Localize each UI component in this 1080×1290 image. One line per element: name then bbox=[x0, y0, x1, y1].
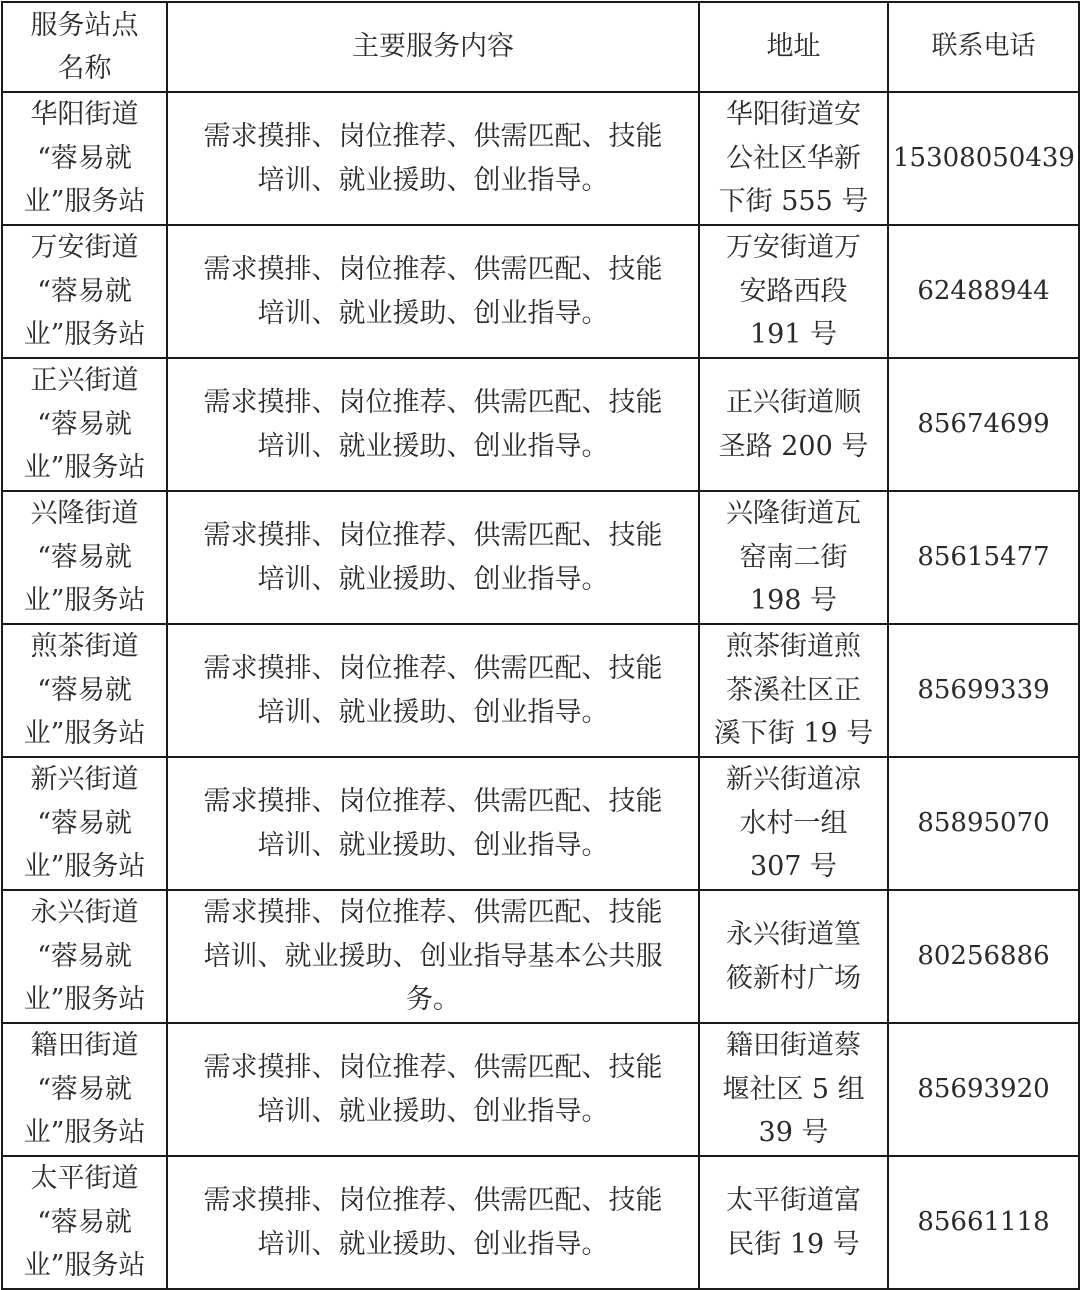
address-cell-line: 民街 19 号 bbox=[727, 1228, 860, 1260]
station-name-cell-line: “蓉易就 bbox=[37, 1073, 132, 1105]
address-cell-line: 307 号 bbox=[749, 851, 838, 883]
address-cell-line: 安路西段 bbox=[739, 275, 848, 307]
table-row bbox=[2, 225, 1079, 358]
service-content-cell bbox=[167, 624, 699, 757]
service-content-cell bbox=[167, 890, 699, 1023]
table-row bbox=[2, 92, 1079, 225]
service-content-cell-line: 培训、就业援助、创业指导。 bbox=[257, 430, 609, 462]
phone-cell: 85615477 bbox=[888, 491, 1079, 624]
address-cell-line: 华阳街道安 bbox=[726, 99, 861, 131]
station-name-cell bbox=[2, 1023, 167, 1156]
address-cell bbox=[699, 1023, 888, 1156]
address-cell-line: 正兴街道顺 bbox=[726, 387, 861, 418]
address-cell-line: 窑南二街 bbox=[739, 541, 848, 573]
phone-cell: 85693920 bbox=[888, 1023, 1079, 1156]
table-row bbox=[2, 890, 1079, 1023]
station-name-cell bbox=[2, 624, 167, 757]
address-cell-line: 万安街道万 bbox=[726, 232, 861, 264]
address-cell bbox=[699, 624, 888, 757]
station-name-cell-line: 华阳街道 bbox=[30, 99, 139, 131]
phone-cell: 85699339 bbox=[888, 624, 1079, 757]
service-station-table bbox=[1, 1, 1080, 1290]
address-cell bbox=[699, 757, 888, 890]
address-cell-line: 筱新村广场 bbox=[726, 962, 861, 994]
header-station-name-line: 服务站点 bbox=[30, 9, 139, 41]
address-cell-line: 新兴街道凉 bbox=[726, 764, 861, 796]
service-content-cell-line: 需求摸排、岗位推荐、供需匹配、技能 bbox=[203, 1185, 663, 1216]
address-cell-line: 191 号 bbox=[749, 319, 838, 351]
table-body bbox=[2, 2, 1079, 1289]
service-content-cell-line: 培训、就业援助、创业指导。 bbox=[257, 1228, 609, 1260]
station-name-cell bbox=[2, 92, 167, 225]
address-cell-line: 溪下街 19 号 bbox=[713, 718, 874, 750]
address-cell-line: 兴隆街道瓦 bbox=[726, 498, 861, 530]
station-name-cell bbox=[2, 358, 167, 491]
station-name-cell-line: 业”服务站 bbox=[23, 718, 146, 750]
table-row bbox=[2, 491, 1079, 624]
station-name-cell-line: 籍田街道 bbox=[30, 1030, 139, 1062]
station-name-cell-line: “蓉易就 bbox=[37, 674, 132, 706]
service-content-cell-line: 培训、就业援助、创业指导。 bbox=[257, 164, 609, 196]
service-content-cell bbox=[167, 225, 699, 358]
station-name-cell-line: “蓉易就 bbox=[37, 541, 132, 573]
station-name-cell-line: 新兴街道 bbox=[30, 764, 139, 796]
address-cell-line: 永兴街道篁 bbox=[726, 919, 861, 950]
station-name-cell-line: “蓉易就 bbox=[37, 408, 132, 440]
address-cell-line: 公社区华新 bbox=[726, 142, 861, 174]
service-content-cell-line: 需求摸排、岗位推荐、供需匹配、技能 bbox=[203, 121, 663, 152]
service-content-cell-line: 培训、就业援助、创业指导。 bbox=[257, 1095, 609, 1127]
station-name-cell-line: 万安街道 bbox=[30, 232, 139, 264]
service-content-cell-line: 培训、就业援助、创业指导。 bbox=[257, 297, 609, 329]
service-content-cell-line: 需求摸排、岗位推荐、供需匹配、技能 bbox=[203, 254, 663, 285]
station-name-cell-line: 业”服务站 bbox=[23, 452, 146, 484]
header-station-name-line: 名称 bbox=[57, 53, 112, 84]
service-content-cell-line: 培训、就业援助、创业指导基本公共服 bbox=[203, 940, 663, 972]
table-row bbox=[2, 1156, 1079, 1289]
station-name-cell-line: 业”服务站 bbox=[23, 1117, 146, 1149]
address-cell-line: 圣路 200 号 bbox=[718, 430, 869, 462]
address-cell-line: 茶溪社区正 bbox=[726, 674, 861, 706]
header-station-name bbox=[2, 2, 167, 92]
station-name-cell-line: 业”服务站 bbox=[23, 984, 146, 1016]
station-name-cell-line: “蓉易就 bbox=[37, 807, 132, 839]
header-address: 地址 bbox=[699, 2, 888, 92]
table-header-row bbox=[2, 2, 1079, 92]
station-name-cell-line: 太平街道 bbox=[30, 1163, 139, 1195]
header-service-content: 主要服务内容 bbox=[167, 2, 699, 92]
service-content-cell-line: 需求摸排、岗位推荐、供需匹配、技能 bbox=[203, 520, 663, 551]
address-cell bbox=[699, 890, 888, 1023]
station-name-cell bbox=[2, 890, 167, 1023]
address-cell bbox=[699, 225, 888, 358]
station-name-cell-line: “蓉易就 bbox=[37, 142, 132, 174]
address-cell-line: 煎茶街道煎 bbox=[726, 631, 861, 663]
station-name-cell bbox=[2, 757, 167, 890]
station-name-cell-line: 煎茶街道 bbox=[30, 631, 139, 663]
station-name-cell-line: 业”服务站 bbox=[23, 186, 146, 218]
station-name-cell-line: 正兴街道 bbox=[30, 365, 139, 397]
service-content-cell-line: 需求摸排、岗位推荐、供需匹配、技能 bbox=[203, 387, 663, 418]
phone-cell: 85895070 bbox=[888, 757, 1079, 890]
address-cell-line: 水村一组 bbox=[739, 807, 848, 839]
address-cell bbox=[699, 358, 888, 491]
address-cell-line: 太平街道富 bbox=[726, 1185, 861, 1216]
station-name-cell-line: 永兴街道 bbox=[30, 897, 139, 929]
service-content-cell-line: 培训、就业援助、创业指导。 bbox=[257, 563, 609, 595]
service-content-cell-line: 培训、就业援助、创业指导。 bbox=[257, 829, 609, 861]
service-content-cell bbox=[167, 358, 699, 491]
phone-cell: 15308050439 bbox=[888, 92, 1079, 225]
station-name-cell-line: 业”服务站 bbox=[23, 585, 146, 617]
service-content-cell-line: 需求摸排、岗位推荐、供需匹配、技能 bbox=[203, 653, 663, 684]
service-content-cell-line: 培训、就业援助、创业指导。 bbox=[257, 696, 609, 728]
address-cell-line: 39 号 bbox=[758, 1117, 829, 1149]
station-name-cell-line: “蓉易就 bbox=[37, 940, 132, 972]
service-content-cell bbox=[167, 1023, 699, 1156]
service-content-cell bbox=[167, 92, 699, 225]
station-name-cell bbox=[2, 225, 167, 358]
phone-cell: 80256886 bbox=[888, 890, 1079, 1023]
service-content-cell-line: 需求摸排、岗位推荐、供需匹配、技能 bbox=[203, 897, 663, 929]
address-cell-line: 198 号 bbox=[749, 585, 838, 617]
address-cell-line: 籍田街道蔡 bbox=[726, 1030, 861, 1062]
table-row bbox=[2, 624, 1079, 757]
table-row bbox=[2, 1023, 1079, 1156]
address-cell bbox=[699, 1156, 888, 1289]
table-row bbox=[2, 757, 1079, 890]
station-name-cell-line: “蓉易就 bbox=[37, 1206, 132, 1238]
station-name-cell-line: 业”服务站 bbox=[23, 851, 146, 883]
service-content-cell bbox=[167, 1156, 699, 1289]
station-name-cell-line: “蓉易就 bbox=[37, 275, 132, 307]
address-cell-line: 下街 555 号 bbox=[718, 186, 869, 218]
service-content-cell-line: 需求摸排、岗位推荐、供需匹配、技能 bbox=[203, 1052, 663, 1083]
service-content-cell bbox=[167, 757, 699, 890]
station-name-cell-line: 业”服务站 bbox=[23, 319, 146, 351]
phone-cell: 85661118 bbox=[888, 1156, 1079, 1289]
header-phone: 联系电话 bbox=[888, 2, 1079, 92]
address-cell-line: 堰社区 5 组 bbox=[722, 1073, 865, 1105]
phone-cell: 85674699 bbox=[888, 358, 1079, 491]
station-name-cell bbox=[2, 491, 167, 624]
station-name-cell bbox=[2, 1156, 167, 1289]
service-content-cell-line: 务。 bbox=[406, 984, 460, 1016]
station-name-cell-line: 业”服务站 bbox=[23, 1250, 146, 1282]
address-cell bbox=[699, 92, 888, 225]
service-content-cell-line: 需求摸排、岗位推荐、供需匹配、技能 bbox=[203, 786, 663, 817]
address-cell bbox=[699, 491, 888, 624]
table-row bbox=[2, 358, 1079, 491]
service-content-cell bbox=[167, 491, 699, 624]
phone-cell: 62488944 bbox=[888, 225, 1079, 358]
station-name-cell-line: 兴隆街道 bbox=[30, 498, 139, 530]
